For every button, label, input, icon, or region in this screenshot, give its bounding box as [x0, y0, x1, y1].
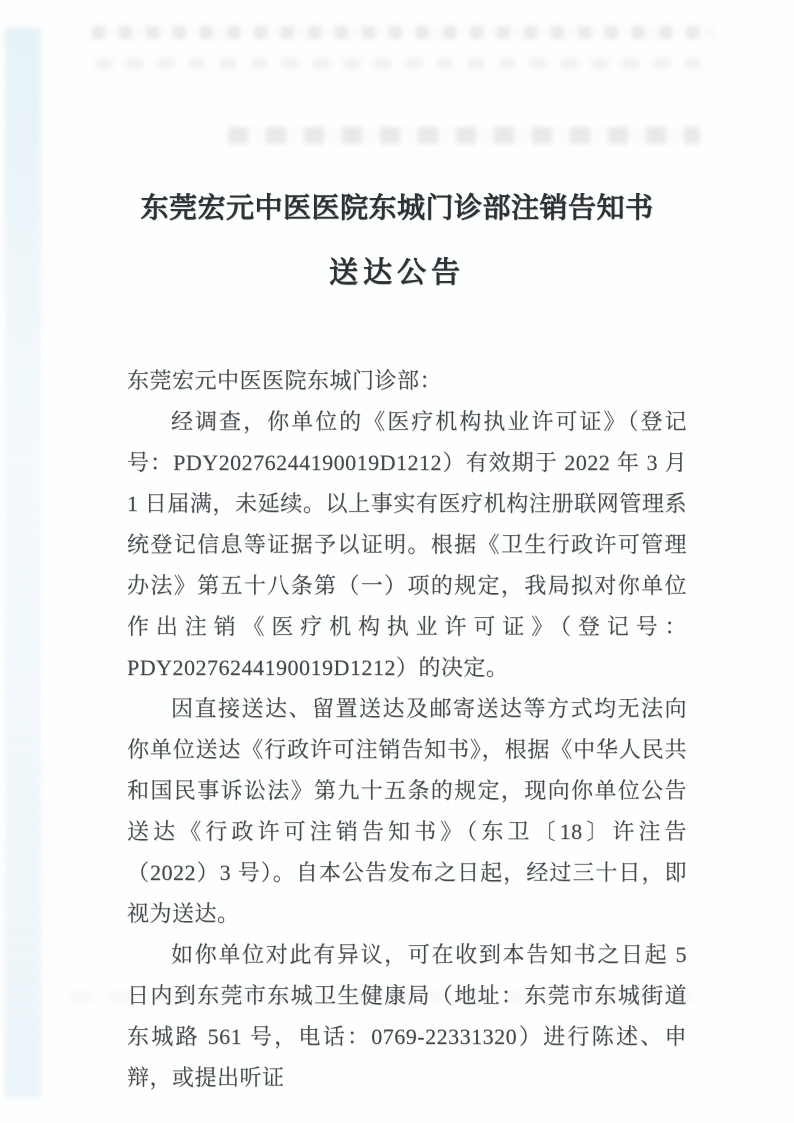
paragraph: 因直接送达、留置送达及邮寄送达等方式均无法向你单位送达《行政许可注销告知书》，根据《中华人民共和国民事诉讼法》第九十五条的规定，现向你单位公告送达《行政许可注销告知书》（东卫〔18〕许注告（2022）3 号）。自本公告发布之日起，经过三十日，即视为送达。 — [127, 696, 687, 926]
document-title-line1: 东莞宏元中医医院东城门诊部注销告知书 — [140, 192, 654, 223]
bleed-through-artifact — [228, 127, 700, 144]
bleed-through-artifact — [92, 26, 714, 39]
document-title-line2: 送达公告 — [328, 257, 465, 289]
paragraph: 经调查，你单位的《医疗机构执业许可证》（登记号：PDY20276244190019D1212）有效期于 2022 年 3 月 1 日届满，未延续。以上事实有医疗机构注册联网管理系统登记信息等证据予以证明。根据《卫生行政许可管理办法》第五十八条第（一）项的规定，我局拟对你单位作出注销《医疗机构执业许可证》（登记号：PDY20276244190019D1212）的决定。 — [127, 409, 687, 680]
document-body — [127, 360, 687, 1098]
bleed-through-artifact — [96, 58, 714, 69]
paragraph: 如你单位对此有异议，可在收到本告知书之日起 5 日内到东莞市东城卫生健康局（地址：东莞市东城街道东城路 561 号，电话：0769-22331320）进行陈述、申辩，或提出听证 — [127, 942, 687, 1090]
salutation: 东莞宏元中医医院东城门诊部： — [127, 368, 443, 393]
